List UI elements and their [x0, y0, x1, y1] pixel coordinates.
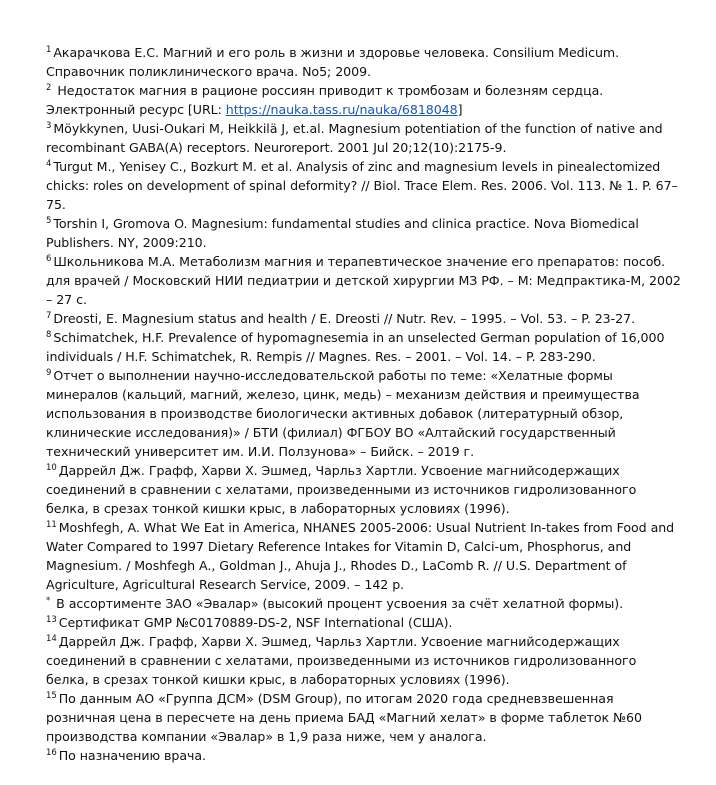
- footnote-16: [46, 746, 682, 765]
- footnote-number: 1: [46, 45, 52, 55]
- footnote-number: 15: [46, 691, 57, 701]
- footnote-5: [46, 214, 682, 252]
- footnote-10: [46, 461, 682, 518]
- footnote-link[interactable]: https://nauka.tass.ru/nauka/6818048: [225, 102, 458, 117]
- footnote-number: 4: [46, 159, 52, 169]
- footnote-text: Недостаток магния в рационе россиян приводит к тромбозам и болезням сердца. Электронный ресурс [URL:: [46, 83, 604, 117]
- footnote-text: Даррейл Дж. Графф, Харви Х. Эшмед, Чарльз Хартли. Усвоение магнийсодержащих соединений в сравнении с хелатами, произведенными из источников гидролизованного белка, в срезах тонкой кишки крыс, в лабораторных условиях (1996).: [46, 463, 637, 516]
- footnote-text: По данным АО «Группа ДСМ» (DSM Group), по итогам 2020 года средневзвешенная розничная цена в пересчете на день приема БАД «Магний хелат» в форме таблеток №60 производства компании «Эвалар» в 1,9 раза ниже, чем у аналога.: [46, 691, 642, 744]
- footnote-text: Акарачкова Е.С. Магний и его роль в жизни и здоровье человека. Consilium Medicum. Справочник поликлинического врача. No5; 2009.: [46, 45, 620, 79]
- footnote-number: 5: [46, 216, 52, 226]
- footnote-text: Школьникова М.А. Метаболизм магния и терапевтическое значение его препаратов: пособ. для врачей / Московский НИИ педиатрии и детской хирургии МЗ РФ. – М: Медпрактика-М, 2002 – 27 с.: [46, 254, 681, 307]
- footnote-number: 11: [46, 520, 57, 530]
- footnote-9: [46, 366, 682, 461]
- footnote-number: 6: [46, 254, 52, 264]
- footnote-list: [46, 43, 682, 765]
- footnote-15: [46, 689, 682, 746]
- footnote-number: 13: [46, 615, 57, 625]
- footnote-number: 8: [46, 330, 52, 340]
- footnote-1: [46, 43, 682, 81]
- footnote-8: [46, 328, 682, 366]
- footnote-number: 10: [46, 463, 57, 473]
- footnote-text: Turgut M., Yenisey C., Bozkurt M. et al. Analysis of zinc and magnesium levels in pinealectomized chicks: roles on development of spinal deformity? // Biol. Trace Elem. Res. 2006. Vol. 113. № 1. P. 67–75.: [46, 159, 678, 212]
- footnote-number: 3: [46, 121, 52, 131]
- footnote-text: Отчет о выполнении научно-исследовательской работы по теме: «Хелатные формы минералов (кальций, магний, железо, цинк, медь) – механизм действия и преимущества использования в производстве биологически активных добавок (литературный обзор, клинические исследования)» / БТИ (филиал) ФГБОУ ВО «Алтайский государственный технический университет им. И.И. Ползунова» – Бийск. – 2019 г.: [46, 368, 640, 459]
- footnote-text: Torshin I, Gromova O. Magnesium: fundamental studies and clinica practice. Nova Biomedical Publishers. NY, 2009:210.: [46, 216, 639, 250]
- footnote-14: [46, 632, 682, 689]
- footnote-text: Сертификат GMP №C0170889-DS-2, NSF International (США).: [58, 615, 453, 630]
- footnote-text: Dreosti, E. Magnesium status and health / E. Dreosti // Nutr. Rev. – 1995. – Vol. 53. – P. 23-27.: [53, 311, 636, 326]
- footnote-3: [46, 119, 682, 157]
- footnote-number: 16: [46, 748, 57, 758]
- footnote-11: [46, 518, 682, 594]
- footnote-text: Даррейл Дж. Графф, Харви Х. Эшмед, Чарльз Хартли. Усвоение магнийсодержащих соединений в сравнении с хелатами, произведенными из источников гидролизованного белка, в срезах тонкой кишки крыс, в лабораторных условиях (1996).: [46, 634, 637, 687]
- footnote-number: 14: [46, 634, 57, 644]
- footnote-2: [46, 81, 682, 119]
- footnote-asterisk: [46, 594, 682, 613]
- footnote-text: Moshfegh, A. What We Eat in America, NHANES 2005-2006: Usual Nutrient In-takes from Food and Water Compared to 1997 Dietary Reference Intakes for Vitamin D, Calci-um, Phosphorus, and Magnesium. / Moshfegh A., Goldman J., Ahuja J., Rhodes D., LaComb R. // U.S. Department of Agriculture, Agricultural Research Service, 2009. – 142 p.: [46, 520, 675, 592]
- footnote-13: [46, 613, 682, 632]
- footnote-text: В ассортименте ЗАО «Эвалар» (высокий процент усвоения за счёт хелатной формы).: [52, 596, 624, 611]
- footnote-number: 2: [46, 83, 52, 93]
- footnote-text-closing: ]: [457, 102, 463, 117]
- footnote-text: По назначению врача.: [58, 748, 207, 763]
- footnote-6: [46, 252, 682, 309]
- footnote-number: *: [46, 596, 51, 606]
- footnote-text: Möykkynen, Uusi-Oukari M, Heikkilä J, et.al. Magnesium potentiation of the function of native and recombinant GABA(A) receptors. Neuroreport. 2001 Jul 20;12(10):2175-9.: [46, 121, 663, 155]
- footnote-text: Schimatchek, H.F. Prevalence of hypomagnesemia in an unselected German population of 16,000 individuals / H.F. Schimatchek, R. Rempis // Magnes. Res. – 2001. – Vol. 14. – P. 283-290.: [46, 330, 665, 364]
- footnote-number: 7: [46, 311, 52, 321]
- footnote-4: [46, 157, 682, 214]
- footnote-7: [46, 309, 682, 328]
- footnote-number: 9: [46, 368, 52, 378]
